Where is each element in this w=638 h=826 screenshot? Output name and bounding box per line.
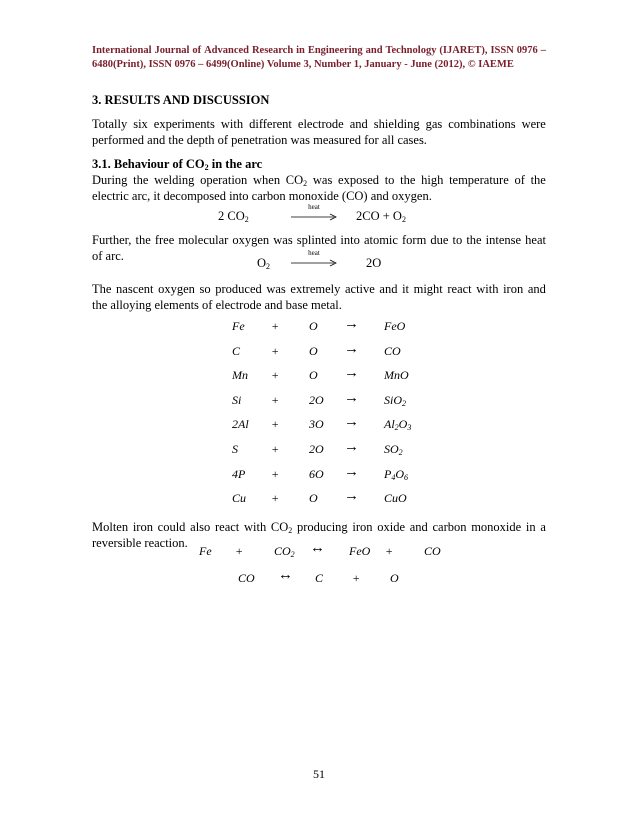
word: atomic — [363, 233, 398, 247]
word: could — [157, 520, 186, 534]
reactant: 2O — [309, 392, 324, 407]
word: in — [525, 520, 536, 534]
reactant: O — [309, 491, 318, 506]
reactant: Mn — [232, 368, 248, 383]
word: heat — [525, 233, 546, 247]
word: and — [409, 520, 428, 534]
subscript: 2 — [244, 215, 249, 224]
word: the — [133, 173, 149, 187]
word: (IJARET), — [439, 45, 488, 56]
product: CO — [384, 343, 401, 358]
word: the — [400, 173, 416, 187]
product: CuO — [384, 491, 407, 506]
product: FeO — [384, 319, 406, 333]
right-arrow-icon: → — [344, 463, 359, 480]
subscript: 2 — [288, 526, 293, 535]
word: combinations — [448, 117, 516, 131]
word: carbon — [432, 520, 467, 534]
subscript: 2 — [402, 398, 406, 408]
word: Research — [251, 45, 294, 56]
subscript: 2 — [401, 215, 406, 224]
paragraph-line: of arc. — [92, 249, 124, 263]
reactant: 3O — [309, 417, 324, 432]
word: oxygen — [232, 233, 270, 247]
subscript: 2 — [266, 262, 271, 271]
subscript: 2 — [394, 423, 399, 433]
paragraph-line: electric arc, it decomposed into carbon monoxide (CO) and oxygen. — [92, 189, 432, 203]
heat-label: heat — [308, 203, 320, 211]
word: react — [214, 520, 240, 534]
equation-2-lhs — [257, 256, 270, 271]
word: $CO_2$ — [270, 520, 293, 535]
formula-text: CO — [274, 544, 291, 558]
word: The — [92, 282, 112, 296]
word: ISSN — [490, 45, 514, 56]
word: with — [220, 117, 244, 131]
equation-1-rhs — [356, 209, 406, 224]
word: Molten — [92, 520, 129, 534]
subscript: 2 — [290, 550, 295, 559]
word: oxygen — [158, 282, 195, 296]
word: with — [243, 520, 267, 534]
word: – — [540, 45, 546, 56]
right-arrow-icon: → — [344, 439, 359, 455]
word: monoxide — [471, 520, 522, 534]
word: of — [192, 45, 202, 56]
word: and — [379, 282, 398, 296]
reactant: CO — [238, 571, 255, 585]
word: in — [296, 45, 305, 56]
plus-sign: + — [271, 417, 280, 432]
word: $CO_2$ — [285, 173, 308, 188]
right-arrow-icon: → — [344, 316, 359, 332]
word: free — [154, 233, 175, 247]
word: form — [402, 233, 427, 247]
right-arrow-icon: → — [344, 414, 359, 431]
word: experiments — [153, 117, 215, 131]
word: different — [249, 117, 292, 131]
plus-sign: + — [271, 392, 280, 407]
subscript: 6 — [404, 472, 409, 482]
word: to — [452, 233, 463, 247]
reactant: 2O — [309, 442, 324, 456]
paragraph-line — [92, 116, 546, 132]
page-number: 51 — [313, 767, 325, 781]
right-arrow-icon: → — [344, 389, 359, 406]
equation-2-rhs: 2O — [366, 256, 382, 270]
word: shielding — [373, 117, 420, 131]
word: might — [413, 282, 443, 296]
paragraph-line — [92, 281, 546, 297]
plus-sign: + — [271, 442, 280, 456]
word: and — [349, 117, 368, 131]
reactant: 6O — [309, 466, 324, 481]
word: electrode — [297, 117, 344, 131]
word: also — [190, 520, 211, 534]
right-arrow-icon — [291, 259, 337, 267]
word: was — [312, 173, 333, 187]
subscript: 2 — [398, 448, 403, 457]
word: Advanced — [204, 45, 250, 56]
word: iron — [503, 282, 524, 296]
right-arrow-icon — [291, 213, 337, 221]
product: FeO — [349, 544, 371, 558]
paragraph-1 — [92, 116, 546, 148]
reactant: Fe — [232, 319, 245, 333]
paragraph-4 — [92, 281, 546, 313]
equilibrium-arrow-icon: ↔ — [278, 567, 293, 583]
reactant: O — [309, 319, 318, 333]
word: International — [92, 45, 152, 56]
journal-header — [92, 44, 546, 72]
subscript: 2 — [204, 163, 209, 172]
word: welding — [154, 173, 195, 187]
word: and — [365, 45, 383, 56]
word: splinted — [296, 233, 337, 247]
word: active — [344, 282, 375, 296]
word: to — [384, 173, 395, 187]
word: it — [402, 282, 410, 296]
plus-sign: + — [271, 319, 280, 333]
plus-sign: + — [385, 544, 394, 558]
subscript: 4 — [391, 472, 396, 482]
subscript: 3 — [407, 423, 412, 433]
subsection-title — [92, 157, 262, 172]
word: a — [540, 520, 546, 534]
word: Technology — [385, 45, 437, 56]
word: when — [253, 173, 281, 187]
right-arrow-icon: → — [344, 365, 359, 382]
word: 0976 — [516, 45, 538, 56]
plus-sign: + — [271, 343, 280, 358]
word: molecular — [178, 233, 229, 247]
heat-arrow — [291, 251, 337, 267]
plus-sign: + — [271, 491, 280, 506]
word: high — [421, 173, 444, 187]
word: was — [266, 282, 286, 296]
paragraph-line: the alloying elements of electrode and base metal. — [92, 298, 342, 312]
word: Totally — [92, 117, 128, 131]
word: operation — [200, 173, 248, 187]
product: SiO$_2$ — [384, 392, 406, 408]
word: into — [340, 233, 360, 247]
equilibrium-arrow-icon: ↔ — [310, 540, 325, 556]
product: C — [315, 571, 324, 585]
paragraph-line — [92, 172, 546, 188]
plus-sign: + — [235, 544, 244, 558]
heat-arrow — [291, 205, 337, 221]
word: of — [514, 173, 525, 187]
right-arrow-icon: → — [344, 340, 359, 357]
word: intense — [485, 233, 522, 247]
word: extremely — [290, 282, 341, 296]
word: Engineering — [307, 45, 363, 56]
reactant: 2Al — [232, 417, 249, 432]
word: exposed — [338, 173, 379, 187]
section-title: 3. RESULTS AND DISCUSSION — [92, 93, 270, 107]
word: Further, — [92, 233, 132, 247]
eq-text: O — [257, 256, 267, 270]
reactant: C — [232, 343, 241, 358]
reactant: Cu — [232, 491, 247, 506]
word: oxide — [377, 520, 405, 534]
reactant — [274, 544, 295, 559]
paragraph-line: reversible reaction. — [92, 536, 188, 550]
eq-text: 2CO + O — [356, 209, 402, 223]
reactant: O — [309, 368, 318, 383]
word: due — [430, 233, 449, 247]
word: were — [521, 117, 546, 131]
word: so — [199, 282, 211, 296]
product: $Al_2O_3$ — [384, 417, 412, 433]
plus-sign: + — [271, 466, 280, 481]
word: the — [530, 173, 546, 187]
reactant: S — [232, 442, 238, 456]
product: MnO — [384, 368, 409, 383]
subsection-title-text: in the arc — [208, 157, 263, 171]
word: temperature — [449, 173, 509, 187]
word: the — [466, 233, 482, 247]
word: react — [447, 282, 472, 296]
word: six — [133, 117, 148, 131]
product: O — [390, 571, 399, 585]
subscript: 2 — [303, 179, 308, 188]
word: nascent — [116, 282, 154, 296]
paragraph-line — [92, 519, 546, 535]
word: the — [135, 233, 151, 247]
product: $P_4O_6$ — [384, 466, 409, 482]
equation-1-lhs — [218, 209, 249, 224]
word: and — [527, 282, 546, 296]
right-arrow-icon: → — [344, 488, 359, 505]
heat-label: heat — [308, 249, 320, 257]
reactant: 4P — [232, 466, 246, 481]
product: $SO_2$ — [384, 442, 403, 457]
paragraph-2 — [92, 172, 546, 204]
eq-text: 2 CO — [218, 209, 245, 223]
paragraph-line: performed and the depth of penetration was measured for all cases. — [92, 133, 427, 147]
word: gas — [425, 117, 443, 131]
word: iron — [132, 520, 153, 534]
plus-sign: + — [352, 571, 361, 585]
word: was — [273, 233, 293, 247]
reactant: Si — [232, 392, 242, 407]
reactant: O — [309, 343, 318, 358]
subsection-title-text: 3.1. Behaviour of CO — [92, 157, 205, 171]
product: CO — [424, 544, 441, 558]
word: iron — [352, 520, 373, 534]
header-line-1 — [92, 44, 546, 58]
word: with — [476, 282, 499, 296]
word: During — [92, 173, 128, 187]
reactant: Fe — [199, 544, 212, 558]
word: Journal — [154, 45, 190, 56]
plus-sign: + — [271, 368, 280, 383]
header-line-2: 6480(Print), ISSN 0976 – 6499(Online) Volume 3, Number 1, January - June (2012), © IAEME — [92, 59, 514, 70]
word: producing — [296, 520, 348, 534]
word: produced — [215, 282, 262, 296]
paragraph-line — [92, 232, 546, 248]
